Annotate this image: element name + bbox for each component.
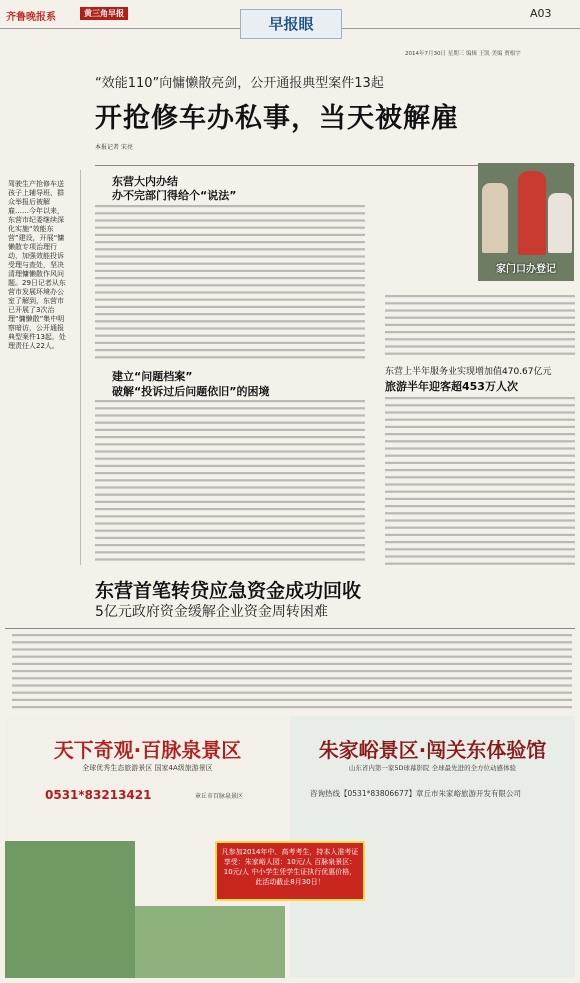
- ad-promo-box: 凡参加2014年中、高考考生，持本人准考证享受：朱家峪人园：10元/人 百脉泉景区：10元/人 中小学生凭学生证执行优惠价格，此活动截止8月30日！: [215, 841, 365, 901]
- body-text-block-3: [385, 395, 575, 565]
- ad-left-title: 天下奇观·百脉泉景区: [53, 738, 242, 762]
- photo-caption-label: 家门口办登记: [496, 264, 556, 275]
- second-article-title: 东营首笔转贷应急资金成功回收: [95, 580, 362, 602]
- subhead-1b: 办不完部门得给个“说法”: [112, 189, 237, 202]
- divider: [5, 628, 575, 629]
- photo-figure: [548, 193, 572, 253]
- body-text-block-2: [95, 398, 365, 563]
- lead-summary: 驾驶生产抢修车送孩子上辅导班、群众举报后被解雇……今年以来，东营市纪委继续深化实施“效能东营”建设，开展“慵懒散专项治理行动，加强效能投诉受理与查处，坚决清理慵懒散作风问题。29日记者从东营市发展环境办公室了解到，东营市已开展了3次治理“慵懒散”集中明察暗访，公开通报典型案件13起，处理责任人22人。: [8, 180, 66, 350]
- lead-kicker: “效能110”向慵懒散亮剑，公开通报典型案件13起: [95, 76, 384, 91]
- right-subhead-1: 东营上半年服务业实现增加值470.67亿元: [385, 367, 552, 377]
- subhead-2a: 建立“问题档案”: [112, 370, 193, 383]
- ad-scenery-image: [5, 841, 135, 978]
- photo-caption-text: [385, 293, 575, 361]
- ad-scenery-image: [135, 906, 285, 978]
- photo-figure: [482, 183, 508, 253]
- subhead-2b: 破解“投诉过后问题依旧”的困境: [112, 385, 270, 398]
- ad-right-title: 朱家峪景区·闯关东体验馆: [318, 738, 547, 762]
- section-title: 早报眼: [268, 15, 314, 33]
- ad-left-address: 章丘市百脉泉景区: [195, 793, 244, 800]
- ad-right-phone: 咨询热线【0531*83806677】章丘市朱家峪旅游开发有限公司: [310, 789, 522, 798]
- second-article-subtitle: 5亿元政府资金缓解企业资金周转困难: [95, 604, 328, 620]
- photo-figure: [518, 171, 546, 255]
- ad-left-phone: 0531*83213421: [45, 788, 152, 802]
- lead-headline: 开抢修车办私事，当天被解雇: [95, 103, 459, 134]
- advertisement: [5, 716, 575, 978]
- ad-left-subtitle: 全球优秀生态旅游景区 国家4A级旅游景区: [82, 764, 213, 772]
- body-text-block-1: [95, 203, 365, 363]
- subhead-1a: 东营大内办结: [112, 175, 178, 188]
- page-number: A03: [530, 7, 552, 20]
- section-box: [240, 9, 342, 39]
- lead-byline: 本报记者 宋亮: [95, 144, 133, 151]
- brand-logo: 齐鲁晚报系: [6, 12, 56, 23]
- column-divider: [80, 170, 81, 565]
- series-badge: 黄三角早报: [80, 7, 128, 20]
- dateline: 2014年7月30日 星期三 编辑 王凯 美编 贾根宇: [405, 51, 521, 57]
- right-subhead-2: 旅游半年迎客超453万人次: [385, 380, 518, 393]
- news-photo: [478, 163, 574, 281]
- ad-right-subtitle: 山东省内第一家5D球幕影院 全球最先进的全方位动感体验: [348, 764, 517, 772]
- second-article-body: [12, 632, 572, 710]
